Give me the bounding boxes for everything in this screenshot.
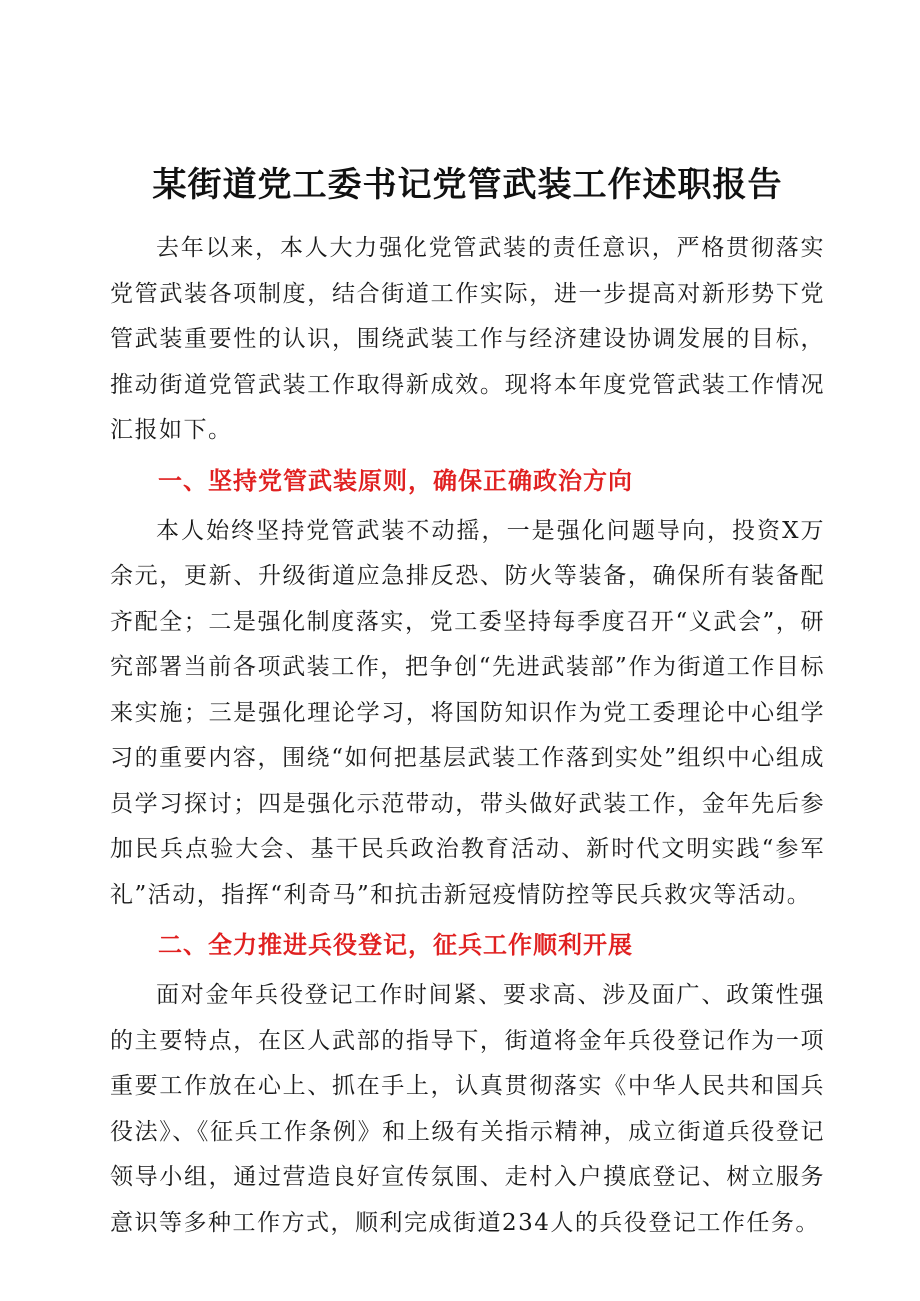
- section-heading-2: 二、全力推进兵役登记，征兵工作顺利开展: [158, 931, 633, 959]
- section-heading-1: 一、坚持党管武装原则，确保正确政治方向: [158, 466, 633, 495]
- document-title: 某街道党工委书记党管武装工作述职报告: [152, 165, 783, 205]
- document-content: [110, 150, 825, 1246]
- section-body-1: 本人始终坚持党管武装不动摇，一是强化问题导向，投资X万余元，更新、升级街道应急排反恐、防火等装备，确保所有装备配齐配全；二是强化制度落实，党工委坚持每季度召开“义武会”，研究部署当前各项武装工作，把争创“先进武装部”作为街道工作目标来实施；三是强化理论学习，将国防知识作为党工委理论中心组学习的重要内容，围绕“如何把基层武装工作落到实处”组织中心组成员学习探讨；四是强化示范带动，带头做好武装工作，金年先后参加民兵点验大会、基干民兵政治教育活动、新时代文明实践“参军礼”活动，指挥“利奇马”和抗击新冠疫情防控等民兵救灾等活动。: [110, 517, 825, 908]
- section-body-2: 面对金年兵役登记工作时间紧、要求高、涉及面广、政策性强的主要特点，在区人武部的指导下，街道将金年兵役登记作为一项重要工作放在心上、抓在手上，认真贯彻落实《中华人民共和国兵役法》、《征兵工作条例》和上级有关指示精神，成立街道兵役登记领导小组，通过营造良好宣传氛围、走村入户摸底登记、树立服务意识等多种工作方式，顺利完成街道234人的兵役登记工作任务。: [110, 982, 825, 1236]
- intro-paragraph: 去年以来，本人大力强化党管武装的责任意识，严格贯彻落实党管武装各项制度，结合街道工作实际，进一步提高对新形势下党管武装重要性的认识，围绕武装工作与经济建设协调发展的目标，推动街道党管武装工作取得新成效。现将本年度党管武装工作情况汇报如下。: [110, 235, 825, 443]
